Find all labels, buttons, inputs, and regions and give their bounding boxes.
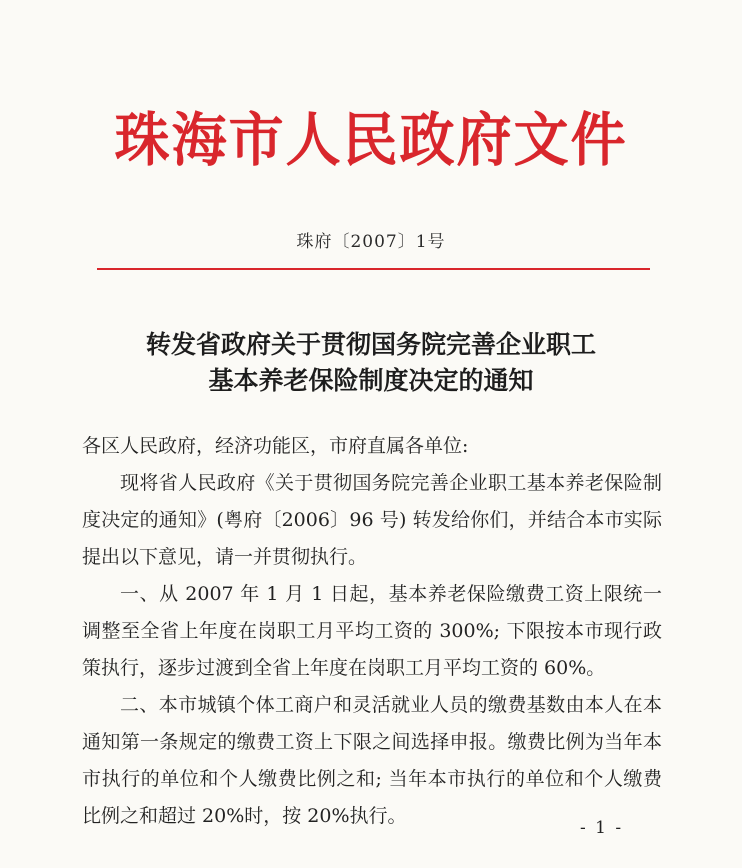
paragraph-item-1: 一、从 2007 年 1 月 1 日起，基本养老保险缴费工资上限统一调整至全省上年度在岗职工月平均工资的 300%; 下限按本市现行政策执行，逐步过渡到全省上年度在岗职工月平均工资的 60%。 <box>82 583 662 679</box>
document-number: 珠府〔2007〕1号 <box>296 232 446 252</box>
title-line-1: 转发省政府关于贯彻国务院完善企业职工 <box>145 330 596 359</box>
masthead-title: 珠海市人民政府文件 <box>114 106 628 174</box>
title-line-2: 基本养老保险制度决定的通知 <box>208 366 534 395</box>
addressee: 各区人民政府，经济功能区，市府直属各单位: <box>82 435 469 457</box>
paragraph-item-2: 二、本市城镇个体工商户和灵活就业人员的缴费基数由本人在本通知第一条规定的缴费工资上下限之间选择申报。缴费比例为当年本市执行的单位和个人缴费比例之和; 当年本市执行的单位和个人缴费比例之和超过 20%时，按 20%执行。 <box>82 694 662 827</box>
page-number: - 1 - <box>580 818 624 838</box>
paragraph-intro: 现将省人民政府《关于贯彻国务院完善企业职工基本养老保险制度决定的通知》(粤府〔2006〕96 号) 转发给你们，并结合本市实际提出以下意见，请一并贯彻执行。 <box>82 472 662 568</box>
red-divider <box>97 268 650 270</box>
document-body <box>82 428 662 835</box>
document-title <box>0 327 742 399</box>
